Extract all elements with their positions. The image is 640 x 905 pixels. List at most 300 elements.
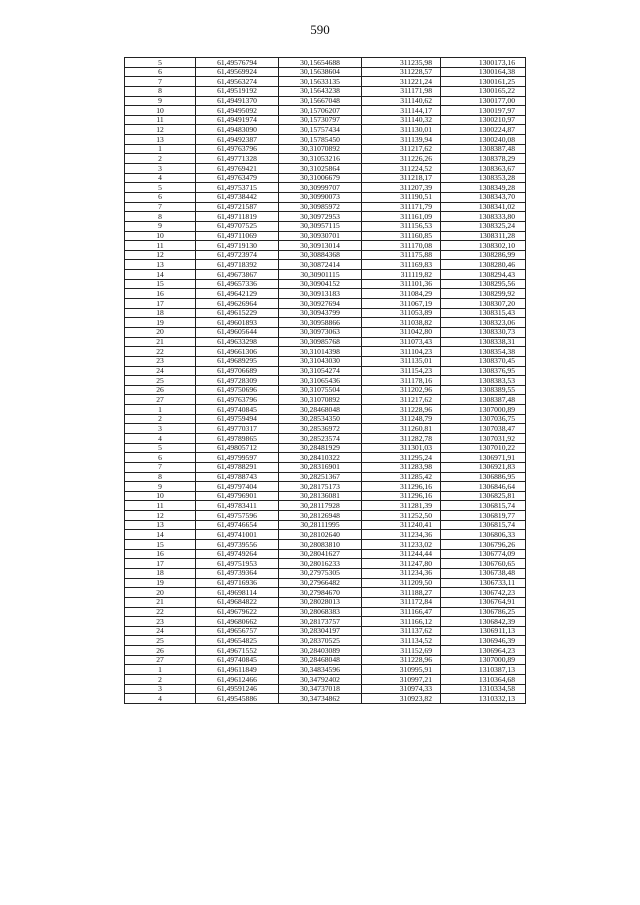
table-row [125, 530, 526, 540]
y-coordinate-cell: 1300240,08 [441, 135, 526, 145]
latitude-cell: 61,49569924 [196, 67, 279, 77]
table-row [125, 405, 526, 415]
x-coordinate-cell: 311233,02 [362, 540, 441, 550]
longitude-cell: 30,30958866 [279, 318, 362, 328]
latitude-cell: 61,49711069 [196, 231, 279, 241]
y-coordinate-cell: 1308378,29 [441, 154, 526, 164]
point-number-cell: 18 [125, 308, 196, 318]
table-row [125, 202, 526, 212]
table-row [125, 58, 526, 68]
table-row [125, 250, 526, 260]
x-coordinate-cell: 311296,16 [362, 491, 441, 501]
longitude-cell: 30,15667048 [279, 96, 362, 106]
y-coordinate-cell: 1306733,11 [441, 578, 526, 588]
table-row [125, 568, 526, 578]
point-number-cell: 25 [125, 376, 196, 386]
latitude-cell: 61,49563274 [196, 77, 279, 87]
x-coordinate-cell: 311140,32 [362, 115, 441, 125]
longitude-cell: 30,28175173 [279, 482, 362, 492]
point-number-cell: 13 [125, 520, 196, 530]
latitude-cell: 61,49698114 [196, 588, 279, 598]
x-coordinate-cell: 311190,51 [362, 192, 441, 202]
longitude-cell: 30,31054274 [279, 366, 362, 376]
x-coordinate-cell: 311252,50 [362, 511, 441, 521]
point-number-cell: 6 [125, 453, 196, 463]
table-row [125, 665, 526, 675]
latitude-cell: 61,49728309 [196, 376, 279, 386]
latitude-cell: 61,49601893 [196, 318, 279, 328]
longitude-cell: 30,30943799 [279, 308, 362, 318]
longitude-cell: 30,28534350 [279, 414, 362, 424]
y-coordinate-cell: 1308338,31 [441, 337, 526, 347]
longitude-cell: 30,15654688 [279, 58, 362, 68]
latitude-cell: 61,49545886 [196, 694, 279, 704]
point-number-cell: 20 [125, 327, 196, 337]
x-coordinate-cell: 311042,80 [362, 327, 441, 337]
latitude-cell: 61,49612466 [196, 675, 279, 685]
table-row [125, 540, 526, 550]
point-number-cell: 10 [125, 106, 196, 116]
point-number-cell: 1 [125, 405, 196, 415]
y-coordinate-cell: 1308286,99 [441, 250, 526, 260]
table-row [125, 636, 526, 646]
latitude-cell: 61,49707525 [196, 221, 279, 231]
longitude-cell: 30,28523574 [279, 433, 362, 443]
table-row [125, 433, 526, 443]
longitude-cell: 30,28304197 [279, 626, 362, 636]
point-number-cell: 7 [125, 462, 196, 472]
y-coordinate-cell: 1306946,39 [441, 636, 526, 646]
x-coordinate-cell: 311234,36 [362, 568, 441, 578]
point-number-cell: 10 [125, 231, 196, 241]
y-coordinate-cell: 1308363,67 [441, 164, 526, 174]
longitude-cell: 30,28102640 [279, 530, 362, 540]
y-coordinate-cell: 1307031,92 [441, 433, 526, 443]
latitude-cell: 61,49679622 [196, 607, 279, 617]
x-coordinate-cell: 311301,03 [362, 443, 441, 453]
point-number-cell: 22 [125, 347, 196, 357]
y-coordinate-cell: 1306815,74 [441, 501, 526, 511]
table-row [125, 511, 526, 521]
longitude-cell: 30,30884368 [279, 250, 362, 260]
longitude-cell: 30,30985768 [279, 337, 362, 347]
latitude-cell: 61,49769421 [196, 164, 279, 174]
x-coordinate-cell: 311135,01 [362, 356, 441, 366]
x-coordinate-cell: 311104,23 [362, 347, 441, 357]
latitude-cell: 61,49495092 [196, 106, 279, 116]
latitude-cell: 61,49689295 [196, 356, 279, 366]
y-coordinate-cell: 1307010,22 [441, 443, 526, 453]
point-number-cell: 16 [125, 289, 196, 299]
table-row [125, 655, 526, 665]
y-coordinate-cell: 1300224,87 [441, 125, 526, 135]
x-coordinate-cell: 311202,96 [362, 385, 441, 395]
table-row [125, 144, 526, 154]
longitude-cell: 30,30999707 [279, 183, 362, 193]
latitude-cell: 61,49721587 [196, 202, 279, 212]
table-row [125, 520, 526, 530]
y-coordinate-cell: 1308383,53 [441, 376, 526, 386]
point-number-cell: 15 [125, 540, 196, 550]
x-coordinate-cell: 310997,21 [362, 675, 441, 685]
table-row [125, 501, 526, 511]
x-coordinate-cell: 310923,82 [362, 694, 441, 704]
longitude-cell: 30,34834596 [279, 665, 362, 675]
longitude-cell: 30,28117928 [279, 501, 362, 511]
y-coordinate-cell: 1306819,77 [441, 511, 526, 521]
y-coordinate-cell: 1310334,58 [441, 684, 526, 694]
y-coordinate-cell: 1308311,28 [441, 231, 526, 241]
table-row [125, 183, 526, 193]
table-row [125, 337, 526, 347]
point-number-cell: 27 [125, 655, 196, 665]
table-row [125, 106, 526, 116]
y-coordinate-cell: 1300210,97 [441, 115, 526, 125]
table-row [125, 482, 526, 492]
latitude-cell: 61,49741001 [196, 530, 279, 540]
point-number-cell: 9 [125, 221, 196, 231]
x-coordinate-cell: 311119,82 [362, 270, 441, 280]
longitude-cell: 30,28016233 [279, 559, 362, 569]
point-number-cell: 17 [125, 559, 196, 569]
point-number-cell: 6 [125, 192, 196, 202]
longitude-cell: 30,15730797 [279, 115, 362, 125]
latitude-cell: 61,49633298 [196, 337, 279, 347]
y-coordinate-cell: 1306742,23 [441, 588, 526, 598]
longitude-cell: 30,31075504 [279, 385, 362, 395]
latitude-cell: 61,49750696 [196, 385, 279, 395]
y-coordinate-cell: 1306764,91 [441, 597, 526, 607]
latitude-cell: 61,49661306 [196, 347, 279, 357]
latitude-cell: 61,49671552 [196, 646, 279, 656]
latitude-cell: 61,49763796 [196, 144, 279, 154]
latitude-cell: 61,49492387 [196, 135, 279, 145]
longitude-cell: 30,30985972 [279, 202, 362, 212]
y-coordinate-cell: 1306796,26 [441, 540, 526, 550]
point-number-cell: 20 [125, 588, 196, 598]
x-coordinate-cell: 311224,52 [362, 164, 441, 174]
x-coordinate-cell: 311285,42 [362, 472, 441, 482]
y-coordinate-cell: 1306825,81 [441, 491, 526, 501]
x-coordinate-cell: 311175,88 [362, 250, 441, 260]
point-number-cell: 23 [125, 356, 196, 366]
y-coordinate-cell: 1306921,83 [441, 462, 526, 472]
table-row [125, 597, 526, 607]
point-number-cell: 2 [125, 414, 196, 424]
point-number-cell: 5 [125, 183, 196, 193]
x-coordinate-cell: 311038,82 [362, 318, 441, 328]
y-coordinate-cell: 1306760,65 [441, 559, 526, 569]
point-number-cell: 27 [125, 395, 196, 405]
x-coordinate-cell: 311169,83 [362, 260, 441, 270]
table-row [125, 626, 526, 636]
x-coordinate-cell: 311235,98 [362, 58, 441, 68]
latitude-cell: 61,49805712 [196, 443, 279, 453]
y-coordinate-cell: 1307036,75 [441, 414, 526, 424]
point-number-cell: 2 [125, 154, 196, 164]
table-row [125, 270, 526, 280]
x-coordinate-cell: 311144,17 [362, 106, 441, 116]
y-coordinate-cell: 1308307,20 [441, 299, 526, 309]
point-number-cell: 16 [125, 549, 196, 559]
point-number-cell: 11 [125, 115, 196, 125]
longitude-cell: 30,28481929 [279, 443, 362, 453]
latitude-cell: 61,49576794 [196, 58, 279, 68]
latitude-cell: 61,49797404 [196, 482, 279, 492]
x-coordinate-cell: 311170,08 [362, 241, 441, 251]
point-number-cell: 11 [125, 241, 196, 251]
y-coordinate-cell: 1308389,55 [441, 385, 526, 395]
latitude-cell: 61,49684822 [196, 597, 279, 607]
y-coordinate-cell: 1308315,43 [441, 308, 526, 318]
longitude-cell: 30,28536972 [279, 424, 362, 434]
x-coordinate-cell: 311053,89 [362, 308, 441, 318]
latitude-cell: 61,49759494 [196, 414, 279, 424]
table-row [125, 462, 526, 472]
latitude-cell: 61,49491974 [196, 115, 279, 125]
y-coordinate-cell: 1310364,68 [441, 675, 526, 685]
longitude-cell: 30,30990073 [279, 192, 362, 202]
y-coordinate-cell: 1308299,92 [441, 289, 526, 299]
point-number-cell: 22 [125, 607, 196, 617]
table-row [125, 299, 526, 309]
x-coordinate-cell: 311228,96 [362, 655, 441, 665]
latitude-cell: 61,49746654 [196, 520, 279, 530]
longitude-cell: 30,31070892 [279, 395, 362, 405]
x-coordinate-cell: 311178,16 [362, 376, 441, 386]
y-coordinate-cell: 1308387,48 [441, 144, 526, 154]
x-coordinate-cell: 311084,29 [362, 289, 441, 299]
y-coordinate-cell: 1306786,25 [441, 607, 526, 617]
point-number-cell: 9 [125, 96, 196, 106]
table-row [125, 472, 526, 482]
point-number-cell: 18 [125, 568, 196, 578]
table-row [125, 395, 526, 405]
x-coordinate-cell: 311283,98 [362, 462, 441, 472]
latitude-cell: 61,49491370 [196, 96, 279, 106]
x-coordinate-cell: 311240,41 [362, 520, 441, 530]
longitude-cell: 30,15785450 [279, 135, 362, 145]
point-number-cell: 4 [125, 173, 196, 183]
point-number-cell: 3 [125, 424, 196, 434]
latitude-cell: 61,49796901 [196, 491, 279, 501]
point-number-cell: 10 [125, 491, 196, 501]
point-number-cell: 13 [125, 260, 196, 270]
x-coordinate-cell: 311226,26 [362, 154, 441, 164]
table-row [125, 327, 526, 337]
point-number-cell: 19 [125, 318, 196, 328]
page-number: 590 [310, 22, 330, 37]
x-coordinate-cell: 311101,36 [362, 279, 441, 289]
longitude-cell: 30,28068383 [279, 607, 362, 617]
longitude-cell: 30,31043030 [279, 356, 362, 366]
x-coordinate-cell: 311166,47 [362, 607, 441, 617]
table-row [125, 260, 526, 270]
y-coordinate-cell: 1308325,24 [441, 221, 526, 231]
x-coordinate-cell: 311139,94 [362, 135, 441, 145]
table-row [125, 607, 526, 617]
x-coordinate-cell: 311137,62 [362, 626, 441, 636]
point-number-cell: 8 [125, 212, 196, 222]
longitude-cell: 30,27966482 [279, 578, 362, 588]
point-number-cell: 14 [125, 270, 196, 280]
x-coordinate-cell: 311260,81 [362, 424, 441, 434]
table-row [125, 125, 526, 135]
y-coordinate-cell: 1306846,64 [441, 482, 526, 492]
longitude-cell: 30,30913014 [279, 241, 362, 251]
y-coordinate-cell: 1308354,38 [441, 347, 526, 357]
latitude-cell: 61,49740845 [196, 405, 279, 415]
table-row [125, 549, 526, 559]
longitude-cell: 30,30901115 [279, 270, 362, 280]
latitude-cell: 61,49626964 [196, 299, 279, 309]
longitude-cell: 30,34734862 [279, 694, 362, 704]
point-number-cell: 3 [125, 164, 196, 174]
latitude-cell: 61,49770317 [196, 424, 279, 434]
longitude-cell: 30,28028013 [279, 597, 362, 607]
latitude-cell: 61,49519192 [196, 86, 279, 96]
y-coordinate-cell: 1300164,38 [441, 67, 526, 77]
table-row [125, 318, 526, 328]
point-number-cell: 7 [125, 77, 196, 87]
y-coordinate-cell: 1308376,95 [441, 366, 526, 376]
latitude-cell: 61,49657336 [196, 279, 279, 289]
latitude-cell: 61,49739556 [196, 540, 279, 550]
latitude-cell: 61,49753715 [196, 183, 279, 193]
table-row [125, 588, 526, 598]
latitude-cell: 61,49799597 [196, 453, 279, 463]
longitude-cell: 30,15643238 [279, 86, 362, 96]
latitude-cell: 61,49654825 [196, 636, 279, 646]
latitude-cell: 61,49788291 [196, 462, 279, 472]
longitude-cell: 30,15757434 [279, 125, 362, 135]
table-row [125, 675, 526, 685]
x-coordinate-cell: 311248,79 [362, 414, 441, 424]
x-coordinate-cell: 311218,17 [362, 173, 441, 183]
longitude-cell: 30,28041627 [279, 549, 362, 559]
longitude-cell: 30,28136081 [279, 491, 362, 501]
point-number-cell: 24 [125, 366, 196, 376]
point-number-cell: 5 [125, 58, 196, 68]
x-coordinate-cell: 311073,43 [362, 337, 441, 347]
x-coordinate-cell: 311282,78 [362, 433, 441, 443]
point-number-cell: 12 [125, 511, 196, 521]
table-row [125, 289, 526, 299]
table-row [125, 86, 526, 96]
y-coordinate-cell: 1300173,16 [441, 58, 526, 68]
y-coordinate-cell: 1306806,33 [441, 530, 526, 540]
y-coordinate-cell: 1300161,25 [441, 77, 526, 87]
y-coordinate-cell: 1307000,89 [441, 655, 526, 665]
longitude-cell: 30,30904152 [279, 279, 362, 289]
longitude-cell: 30,30973063 [279, 327, 362, 337]
table-row [125, 154, 526, 164]
x-coordinate-cell: 311166,12 [362, 617, 441, 627]
y-coordinate-cell: 1308387,48 [441, 395, 526, 405]
table-row [125, 173, 526, 183]
x-coordinate-cell: 311152,69 [362, 646, 441, 656]
longitude-cell: 30,28370525 [279, 636, 362, 646]
table-row [125, 491, 526, 501]
longitude-cell: 30,30972953 [279, 212, 362, 222]
longitude-cell: 30,30872414 [279, 260, 362, 270]
latitude-cell: 61,49719130 [196, 241, 279, 251]
latitude-cell: 61,49680662 [196, 617, 279, 627]
latitude-cell: 61,49716936 [196, 578, 279, 588]
table-row [125, 559, 526, 569]
latitude-cell: 61,49788743 [196, 472, 279, 482]
y-coordinate-cell: 1310387,13 [441, 665, 526, 675]
point-number-cell: 12 [125, 125, 196, 135]
table-row [125, 67, 526, 77]
table-row [125, 385, 526, 395]
longitude-cell: 30,34792402 [279, 675, 362, 685]
latitude-cell: 61,49763479 [196, 173, 279, 183]
x-coordinate-cell: 311160,85 [362, 231, 441, 241]
longitude-cell: 30,27984670 [279, 588, 362, 598]
longitude-cell: 30,28251367 [279, 472, 362, 482]
point-number-cell: 24 [125, 626, 196, 636]
x-coordinate-cell: 311221,24 [362, 77, 441, 87]
y-coordinate-cell: 1310332,13 [441, 694, 526, 704]
latitude-cell: 61,49718392 [196, 260, 279, 270]
x-coordinate-cell: 311247,80 [362, 559, 441, 569]
point-number-cell: 4 [125, 694, 196, 704]
table-row [125, 578, 526, 588]
point-number-cell: 9 [125, 482, 196, 492]
latitude-cell: 61,49483090 [196, 125, 279, 135]
x-coordinate-cell: 311228,57 [362, 67, 441, 77]
point-number-cell: 15 [125, 279, 196, 289]
point-number-cell: 8 [125, 86, 196, 96]
y-coordinate-cell: 1308294,43 [441, 270, 526, 280]
x-coordinate-cell: 311156,53 [362, 221, 441, 231]
longitude-cell: 30,30913183 [279, 289, 362, 299]
x-coordinate-cell: 311134,52 [362, 636, 441, 646]
latitude-cell: 61,49738442 [196, 192, 279, 202]
y-coordinate-cell: 1308280,46 [441, 260, 526, 270]
latitude-cell: 61,49706689 [196, 366, 279, 376]
x-coordinate-cell: 311217,62 [362, 144, 441, 154]
x-coordinate-cell: 311228,96 [362, 405, 441, 415]
table-row [125, 366, 526, 376]
table-row [125, 77, 526, 87]
latitude-cell: 61,49615229 [196, 308, 279, 318]
y-coordinate-cell: 1307000,89 [441, 405, 526, 415]
x-coordinate-cell: 311281,39 [362, 501, 441, 511]
latitude-cell: 61,49763796 [196, 395, 279, 405]
longitude-cell: 30,30927694 [279, 299, 362, 309]
table-row [125, 212, 526, 222]
table-row [125, 221, 526, 231]
y-coordinate-cell: 1306886,95 [441, 472, 526, 482]
point-number-cell: 26 [125, 646, 196, 656]
y-coordinate-cell: 1300177,00 [441, 96, 526, 106]
y-coordinate-cell: 1306964,23 [441, 646, 526, 656]
longitude-cell: 30,28316901 [279, 462, 362, 472]
point-number-cell: 25 [125, 636, 196, 646]
longitude-cell: 30,34737018 [279, 684, 362, 694]
longitude-cell: 30,28111995 [279, 520, 362, 530]
longitude-cell: 30,15638604 [279, 67, 362, 77]
x-coordinate-cell: 311130,01 [362, 125, 441, 135]
table-row [125, 115, 526, 125]
x-coordinate-cell: 311207,39 [362, 183, 441, 193]
point-number-cell: 1 [125, 665, 196, 675]
latitude-cell: 61,49783411 [196, 501, 279, 511]
longitude-cell: 30,28173757 [279, 617, 362, 627]
longitude-cell: 30,28083810 [279, 540, 362, 550]
